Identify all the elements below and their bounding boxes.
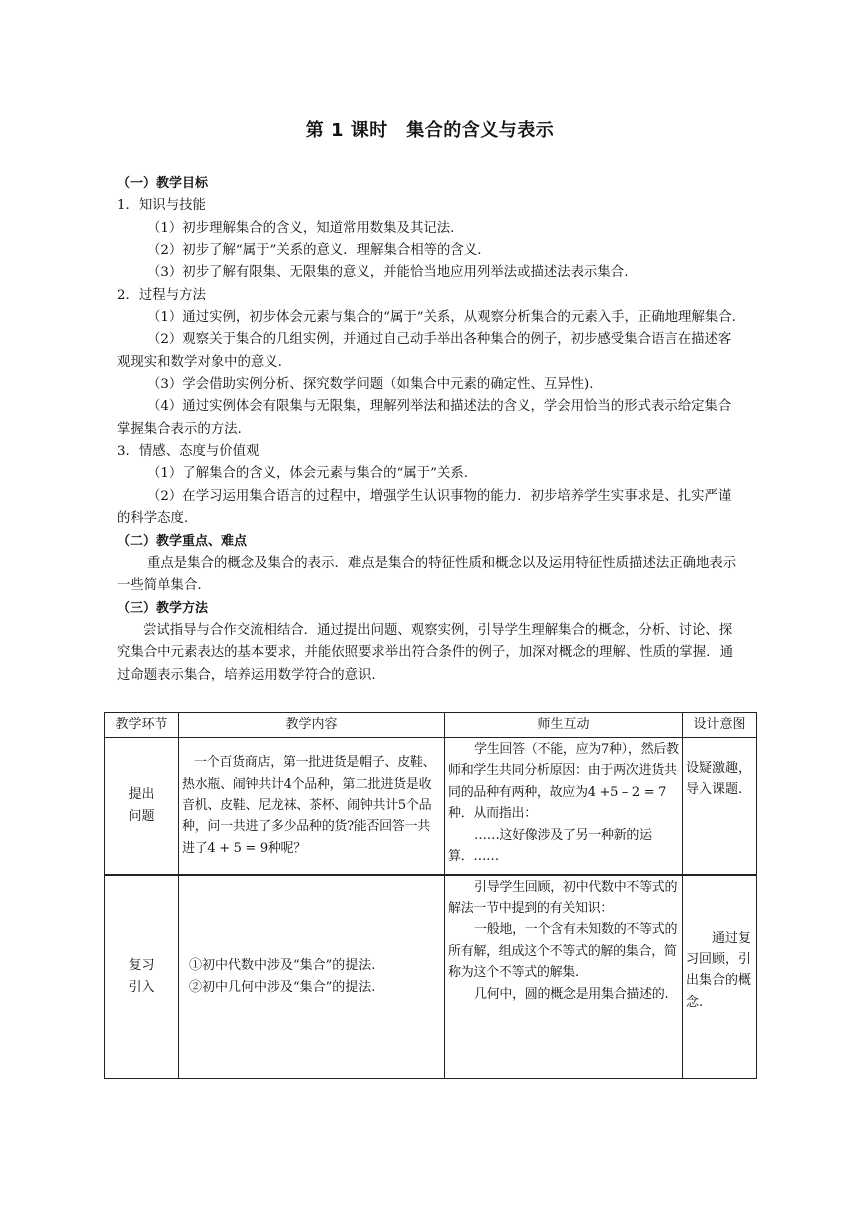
keypoints-text: 重点是集合的概念及集合的表示．难点是集合的特征性质和概念以及运用特征性质描述法正确地表示一些简单集合. bbox=[117, 555, 737, 594]
stage-label: 提出 bbox=[128, 787, 155, 803]
process-item-4: （4）通过实例体会有限集与无限集，理解列举法和描述法的含义，学会用恰当的形式表示给定集合掌握集合表示的方法. bbox=[117, 399, 732, 437]
process-item-1: （1）通过实例，初步体会元素与集合的“属于”关系，从观察分析集合的元素入手，正确地理解集合. bbox=[147, 310, 736, 326]
content-cell bbox=[179, 738, 445, 875]
knowledge-item-3: （3）初步了解有限集、无限集的意义，并能恰当地应用列举法或描述法表示集合. bbox=[147, 265, 629, 281]
table-row bbox=[105, 875, 757, 1079]
methods-text: 尝试指导与合作交流相结合．通过提出问题、观察实例，引导学生理解集合的概念，分析、讨论、探究集合中元素表达的基本要求，并能依照要求举出符合条件的例子，加深对概念的理解、性质的掌握．通过命题表示集合，培养运用数学符合的意识. bbox=[117, 622, 733, 683]
interaction-text: 一般地，一个含有未知数的不等式的所有解，组成这个不等式的解的集合，简称为这个不等式的解集. bbox=[448, 922, 678, 981]
knowledge-item-1: （1）初步理解集合的含义，知道常用数集及其记法. bbox=[147, 220, 455, 236]
interaction-text: ……这好像涉及了另一种新的运算．…… bbox=[448, 827, 652, 865]
intent-text: 设疑激趣， bbox=[686, 761, 752, 776]
lesson-plan-table bbox=[104, 712, 757, 1079]
header-interaction: 师生互动 bbox=[445, 713, 683, 738]
interaction-text: 学生回答（不能，应为7种），然后教师和学生共同分析原因：由于两次进货共同的品种有两种，故应为4 +5 – 2 = 7种．从而指出： bbox=[448, 742, 679, 822]
section-heading-objectives: （一）教学目标 bbox=[117, 176, 209, 191]
section-heading-keypoints: （二）教学重点、难点 bbox=[117, 533, 248, 549]
interaction-cell bbox=[445, 738, 683, 875]
content-cell bbox=[179, 875, 445, 1079]
table-header-row bbox=[105, 713, 757, 738]
knowledge-item-2: （2）初步了解“属于”关系的意义．理解集合相等的含义. bbox=[147, 243, 482, 259]
subheading-emotion: 3．情感、态度与价值观 bbox=[117, 444, 260, 460]
document-body bbox=[117, 173, 739, 687]
content-item: ②初中几何中涉及“集合”的提法. bbox=[189, 979, 376, 995]
process-item-2: （2）观察关于集合的几组实例，并通过自己动手举出各种集合的例子，初步感受集合语言在描述客观现实和数学对象中的意义. bbox=[117, 332, 732, 370]
stage-cell bbox=[105, 875, 179, 1079]
subheading-process: 2．过程与方法 bbox=[117, 287, 206, 303]
process-item-3: （3）学会借助实例分析、探究数学问题（如集合中元素的确定性、互异性). bbox=[147, 377, 594, 393]
emotion-item-2: （2）在学习运用集合语言的过程中，增强学生认识事物的能力．初步培养学生实事求是、扎实严谨的科学态度. bbox=[117, 488, 732, 527]
interaction-text: 引导学生回顾，初中代数中不等式的解法一节中提到的有关知识： bbox=[448, 879, 678, 916]
interaction-cell bbox=[445, 875, 683, 1079]
stage-cell bbox=[105, 738, 179, 875]
intent-cell bbox=[683, 875, 757, 1079]
intent-cell bbox=[683, 738, 757, 875]
interaction-text: 几何中，圆的概念是用集合描述的. bbox=[474, 986, 669, 1002]
stage-label: 引入 bbox=[128, 979, 155, 995]
intent-text: 导入课题. bbox=[686, 782, 743, 798]
header-stage: 教学环节 bbox=[105, 713, 179, 738]
content-text: 一个百货商店，第一批进货是帽子、皮鞋、热水瓶、闹钟共计4个品种，第二批进货是收音机、皮鞋、尼龙袜、茶杯、闹钟共计5个品种，问一共进了多少品种的货?能否回答一共进了4 + 5 = 9种呢？ bbox=[182, 755, 436, 856]
lesson-title: 第 1 课时 集合的含义与表示 bbox=[305, 120, 555, 141]
header-content: 教学内容 bbox=[179, 713, 445, 738]
stage-label: 问题 bbox=[128, 808, 155, 824]
emotion-item-1: （1）了解集合的含义，体会元素与集合的“属于”关系. bbox=[147, 466, 469, 482]
subheading-knowledge: 1．知识与技能 bbox=[117, 198, 206, 214]
section-heading-methods: （三）教学方法 bbox=[117, 600, 209, 616]
intent-text: 通过复习回顾，引出集合的概念. bbox=[686, 930, 752, 1010]
header-intent: 设计意图 bbox=[683, 713, 757, 738]
content-item: ①初中代数中涉及“集合”的提法. bbox=[189, 958, 376, 974]
stage-label: 复习 bbox=[128, 958, 155, 974]
table-row bbox=[105, 738, 757, 875]
